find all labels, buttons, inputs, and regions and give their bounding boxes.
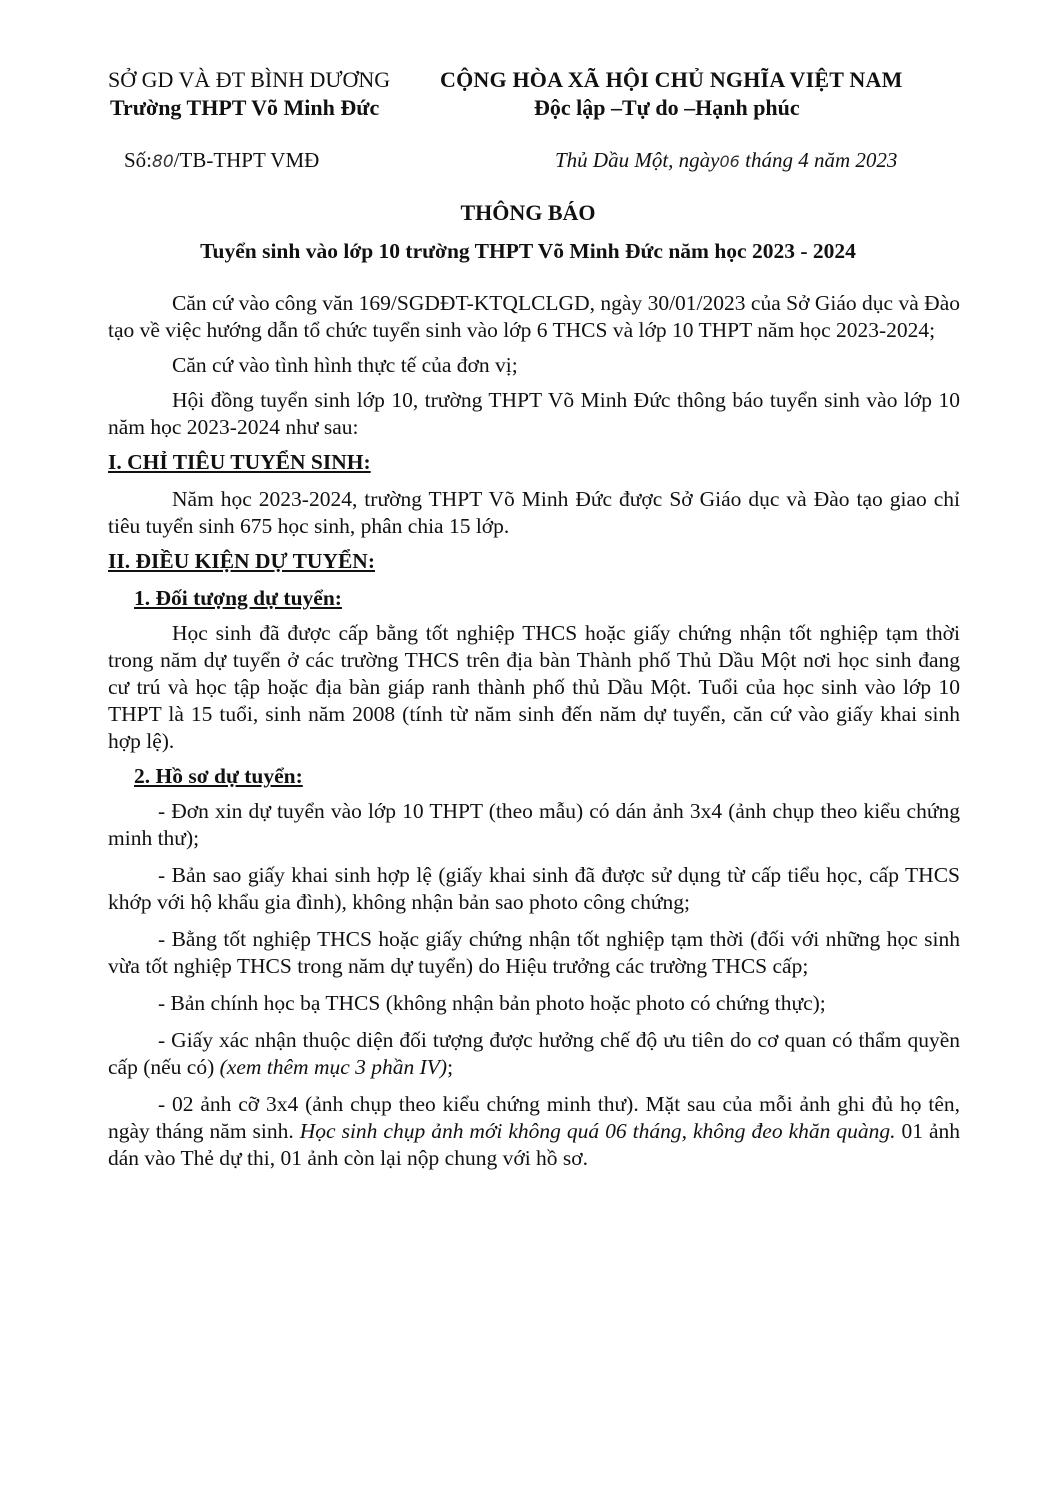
doc-number-prefix: Số:: [124, 148, 153, 172]
intro-paragraph: Hội đồng tuyển sinh lớp 10, trường THPT Võ Minh Đức thông báo tuyển sinh vào lớp 10 năm học 2023-2024 như sau:: [108, 388, 960, 439]
date-day-handwritten: 06: [719, 152, 740, 171]
dossier-item-text: - 02 ảnh cỡ 3x4 (ảnh chụp theo kiểu chứng minh thư). Mặt sau của mỗi ảnh ghi đủ họ tên, ngày tháng năm sinh.: [108, 1092, 960, 1143]
dossier-item: [108, 1027, 960, 1081]
national-title: CỘNG HÒA XÃ HỘI CHỦ NGHĨA VIỆT NAM: [440, 67, 903, 92]
dossier-item-text: 01 ảnh dán vào Thẻ dự thi, 01 ảnh còn lại nộp chung với hồ sơ.: [108, 1119, 961, 1170]
subsection-heading-candidates: 1. Đối tượng dự tuyển:: [134, 586, 342, 610]
national-motto: Độc lập –Tự do –Hạnh phúc: [534, 95, 800, 120]
section-heading-eligibility: II. ĐIỀU KIỆN DỰ TUYỂN:: [108, 549, 375, 573]
quota-paragraph: Năm học 2023-2024, trường THPT Võ Minh Đức được Sở Giáo dục và Đào tạo giao chỉ tiêu tuyển sinh 675 học sinh, phân chia 15 lớp.: [108, 487, 960, 538]
document-title: THÔNG BÁO: [460, 200, 596, 225]
dossier-item-text: - Giấy xác nhận thuộc diện đối tượng được hưởng chế độ ưu tiên do cơ quan có thẩm quyền cấp (nếu có): [108, 1028, 960, 1079]
intro-paragraph: Căn cứ vào công văn 169/SGDĐT-KTQLCLGD, ngày 30/01/2023 của Sở Giáo dục và Đào tạo về việc hướng dẫn tổ chức tuyển sinh vào lớp 6 THCS và lớp 10 THPT năm học 2023-2024;: [108, 291, 960, 342]
national-header: [440, 66, 903, 122]
subsection-heading-dossier: 2. Hồ sơ dự tuyển:: [134, 764, 303, 788]
document-number: [124, 148, 319, 173]
intro-paragraph: Căn cứ vào tình hình thực tế của đơn vị;: [172, 353, 518, 377]
doc-number-handwritten: 80: [152, 152, 174, 172]
dossier-item: - Bằng tốt nghiệp THCS hoặc giấy chứng nhận tốt nghiệp tạm thời (đối với những học sinh vừa tốt nghiệp THCS trong năm dự tuyển) do Hiệu trưởng các trường THCS cấp;: [108, 927, 960, 978]
dossier-item-text: ;: [447, 1055, 454, 1079]
dossier-item: - Đơn xin dự tuyển vào lớp 10 THPT (theo mẫu) có dán ảnh 3x4 (ảnh chụp theo kiểu chứng minh thư);: [108, 799, 960, 850]
candidates-paragraph: Học sinh đã được cấp bằng tốt nghiệp THCS hoặc giấy chứng nhận tốt nghiệp tạm thời trong năm dự tuyển ở các trường THCS trên địa bàn Thành phố Thủ Dầu Một nơi học sinh đang cư trú và học tập hoặc địa bàn giáp ranh thành phố thủ Dầu Một. Tuổi của học sinh vào lớp 10 THPT là 15 tuổi, sinh năm 2008 (tính từ năm sinh đến năm dự tuyển, căn cứ vào giấy khai sinh hợp lệ).: [108, 621, 960, 753]
dossier-item: - Bản chính học bạ THCS (không nhận bản photo hoặc photo có chứng thực);: [158, 991, 826, 1015]
school-name: Trường THPT Võ Minh Đức: [110, 95, 380, 120]
place-date-suffix: tháng 4 năm 2023: [739, 148, 898, 172]
document-subtitle: Tuyển sinh vào lớp 10 trường THPT Võ Minh Đức năm học 2023 - 2024: [200, 239, 856, 263]
dossier-item: [108, 1091, 960, 1172]
document-body: [108, 290, 960, 1182]
dossier-item: - Bản sao giấy khai sinh hợp lệ (giấy khai sinh đã được sử dụng từ cấp tiểu học, cấp THCS khớp với hộ khẩu gia đình), không nhận bản sao photo công chứng;: [108, 863, 960, 914]
section-heading-quota: I. CHỈ TIÊU TUYỂN SINH:: [108, 450, 371, 474]
dossier-item-reference: (xem thêm mục 3 phần IV): [219, 1055, 448, 1079]
place-date-prefix: Thủ Dầu Một, ngày: [555, 148, 720, 172]
issuer-block: [108, 66, 390, 122]
place-date: [555, 148, 897, 173]
doc-number-suffix: /TB-THPT VMĐ: [173, 148, 320, 172]
dossier-item-note: Học sinh chụp ảnh mới không quá 06 tháng, không đeo khăn quàng.: [299, 1119, 896, 1143]
issuing-agency: SỞ GD VÀ ĐT BÌNH DƯƠNG: [108, 67, 391, 92]
